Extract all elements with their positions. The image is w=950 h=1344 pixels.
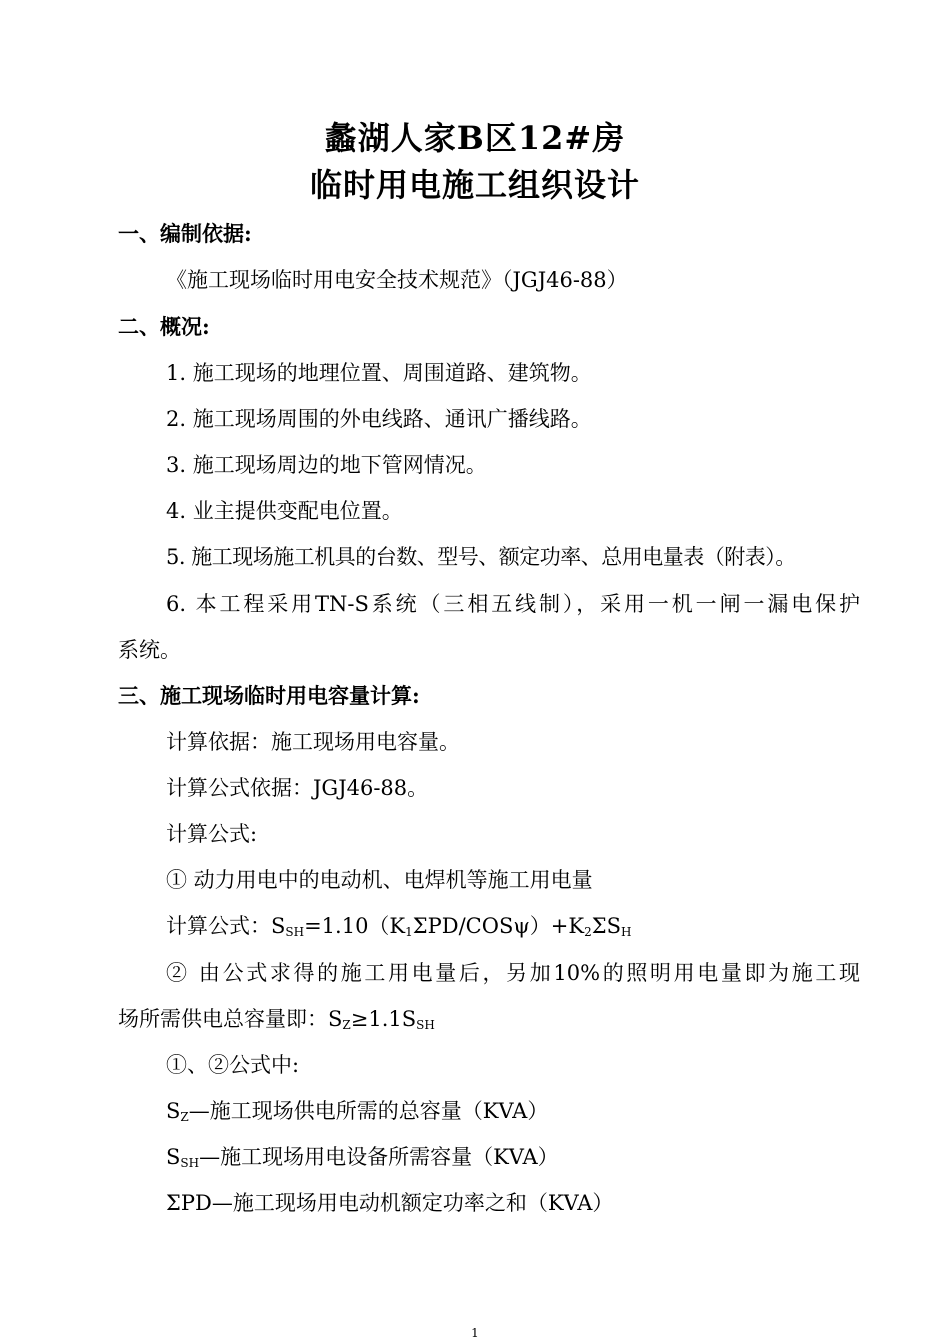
definition-ssh: $S_{SH}—$施工现场用电设备所需容量（KVA） bbox=[166, 1145, 559, 1170]
calc-item-1: ① 动力用电中的电动机、电焊机等施工用电量 bbox=[166, 868, 593, 892]
section1-body: 《施工现场临时用电安全技术规范》（JGJ46-88） bbox=[166, 268, 628, 292]
document-title-line1: 蠡湖人家B区12#房 bbox=[324, 119, 626, 157]
definition-pd: ΣPD—施工现场用电动机额定功率之和（KVA） bbox=[166, 1191, 614, 1215]
overview-item-6: 6. 本工程采用TN-S系统（三相五线制），采用一机一闸一漏电保护 bbox=[166, 592, 860, 616]
calc-formula-basis: 计算公式依据：JGJ46-88。 bbox=[166, 776, 429, 800]
overview-item-4: 4. 业主提供变配电位置。 bbox=[166, 499, 403, 523]
definition-sz: $S_Z—$施工现场供电所需的总容量（KVA） bbox=[166, 1099, 549, 1124]
formula-legend-label: ①、②公式中: bbox=[166, 1053, 300, 1077]
calc-item-2-line1: ② 由公式求得的施工用电量后，另加10%的照明用电量即为施工现 bbox=[166, 961, 860, 985]
formula-1: 计算公式：$S_{SH}=1.10(K_1\Sigma PD/COS\psi)+K_2\Sigma S_H$ bbox=[166, 914, 632, 939]
calc-item-2-line2: 场所需供电总容量即：$S_Z\ge 1.1S_{SH}$ bbox=[118, 1007, 435, 1032]
section3-heading: 三、施工现场临时用电容量计算: bbox=[118, 683, 420, 708]
section1-heading: 一、编制依据: bbox=[118, 221, 252, 246]
overview-item-2: 2. 施工现场周围的外电线路、通讯广播线路。 bbox=[166, 407, 592, 431]
overview-item-5: 5. 施工现场施工机具的台数、型号、额定功率、总用电量表（附表）。 bbox=[166, 545, 796, 569]
overview-item-6-continued: 系统。 bbox=[118, 638, 181, 662]
calc-formula-label: 计算公式: bbox=[166, 822, 258, 846]
document-title-line2: 临时用电施工组织设计 bbox=[309, 166, 640, 204]
overview-item-3: 3. 施工现场周边的地下管网情况。 bbox=[166, 453, 487, 477]
page-number: 1 bbox=[471, 1326, 479, 1340]
calc-basis: 计算依据：施工现场用电容量。 bbox=[166, 730, 460, 754]
overview-item-1: 1. 施工现场的地理位置、周围道路、建筑物。 bbox=[166, 361, 592, 385]
section2-heading: 二、概况: bbox=[118, 314, 210, 339]
